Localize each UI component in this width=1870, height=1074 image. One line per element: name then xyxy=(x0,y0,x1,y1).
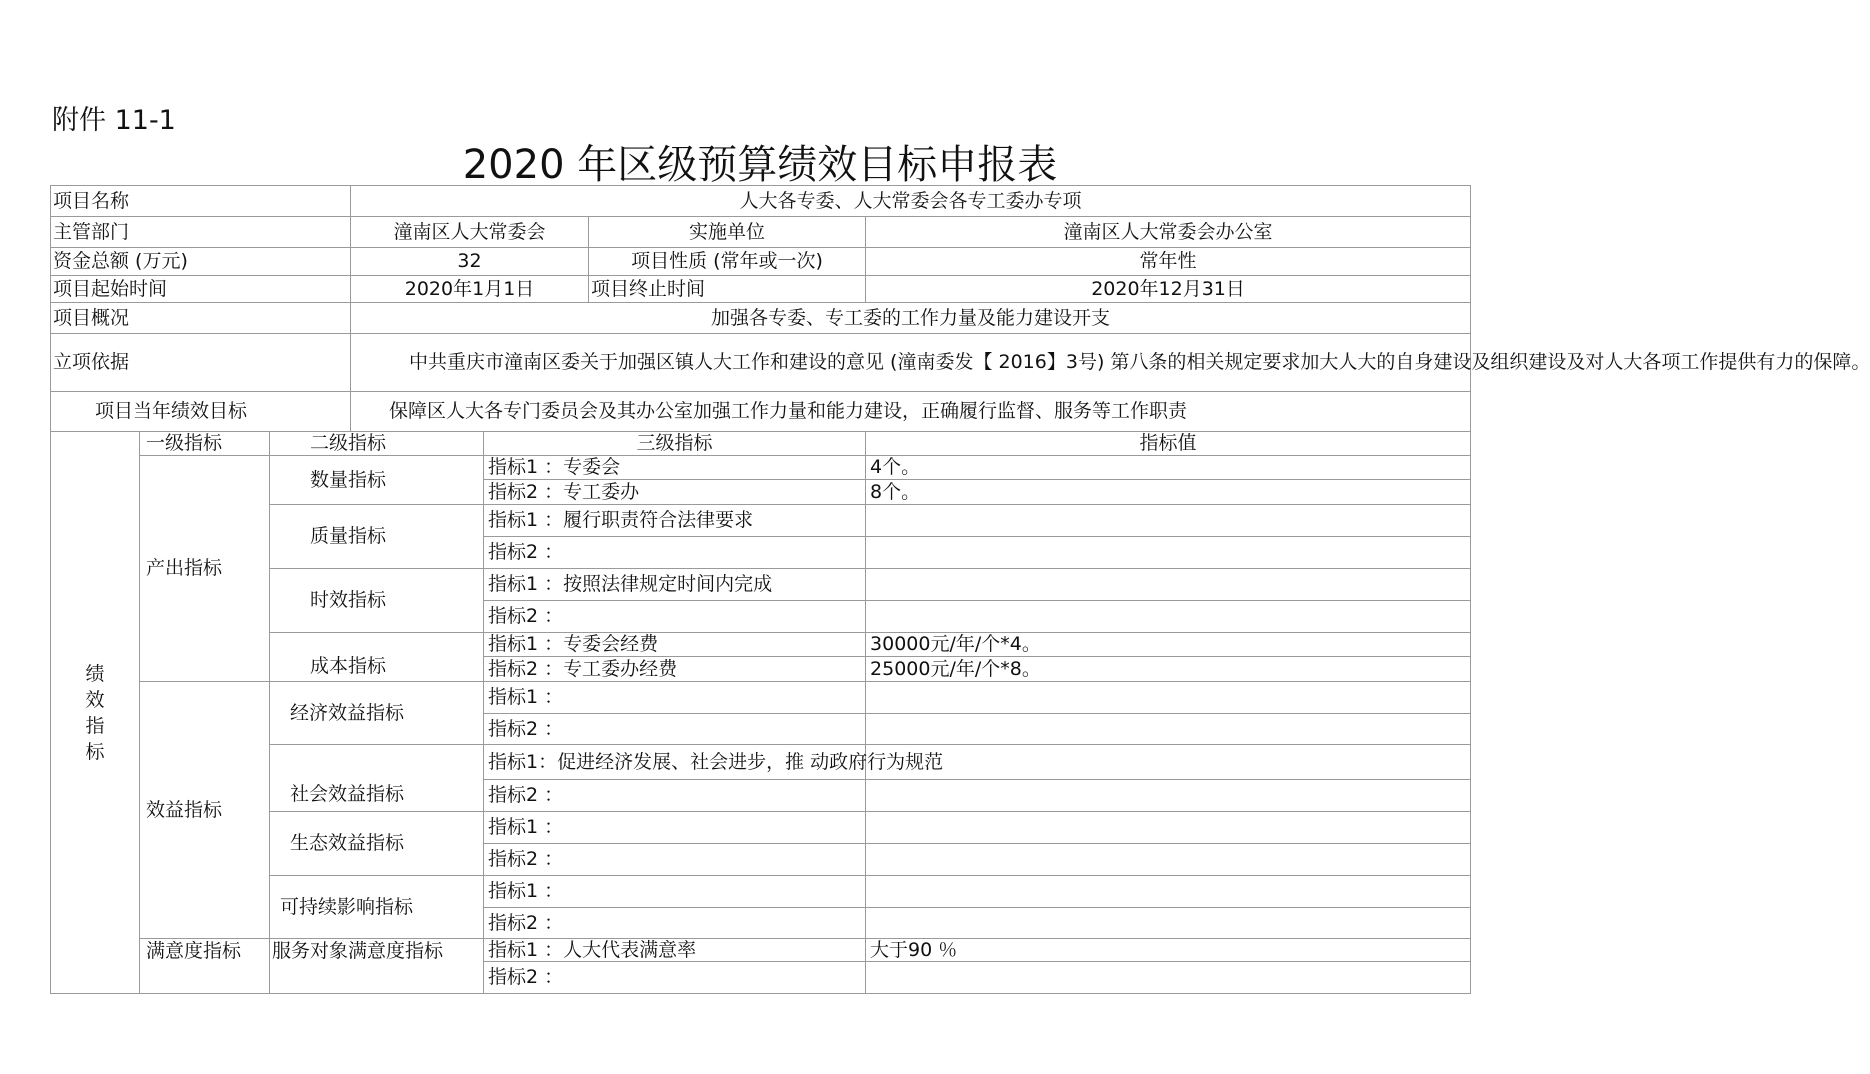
impl-value: 潼南区人大常委会办公室 xyxy=(866,217,1471,248)
indicator-name: 指标1 ：按照法律规定时间内完成 xyxy=(484,569,866,601)
level1-output: 产出指标 xyxy=(140,456,270,682)
indicator-value xyxy=(866,505,1471,537)
impl-label: 实施单位 xyxy=(589,217,866,248)
indicator-value xyxy=(866,844,1471,876)
indicator-value xyxy=(866,682,1471,714)
start-value: 2020年1月1日 xyxy=(351,276,589,303)
indicator-value xyxy=(866,601,1471,633)
overview-value: 加强各专委、专工委的工作力量及能力建设开支 xyxy=(351,303,1471,334)
indicator-name: 指标1 ：专委会经费 xyxy=(484,633,866,657)
indicator-value xyxy=(866,812,1471,844)
row-fund xyxy=(51,248,1471,276)
section-char: 效 xyxy=(85,688,105,711)
indicator-name: 指标2 ： xyxy=(484,780,866,812)
indicator-value xyxy=(866,962,1471,994)
indicator-name: 指标2 ： xyxy=(484,601,866,633)
row-overview xyxy=(51,303,1471,334)
row-goal xyxy=(51,392,1471,432)
indicator-name: 指标2 ： xyxy=(484,908,866,939)
level3-header: 三级指标 xyxy=(484,432,866,456)
indicator-name: 指标1：促进经济发展、社会进步，推 动政府行为规范 xyxy=(484,745,866,780)
table-row xyxy=(51,939,1471,962)
end-label: 项目终止时间 xyxy=(589,276,866,303)
indicator-value xyxy=(866,745,1471,780)
level2-header: 二级指标 xyxy=(270,432,484,456)
level2-timeliness: 时效指标 xyxy=(270,569,484,633)
indicator-name: 指标2 ： xyxy=(484,537,866,569)
indicator-value xyxy=(866,537,1471,569)
level2-cost: 成本指标 xyxy=(270,633,484,682)
project-name-label: 项目名称 xyxy=(51,186,351,217)
indicator-value xyxy=(866,876,1471,908)
level2-economic: 经济效益指标 xyxy=(270,682,484,745)
row-department xyxy=(51,217,1471,248)
indicator-header-row xyxy=(51,432,1471,456)
indicator-value: 大于90 ％ xyxy=(866,939,1471,962)
level1-header: 一级指标 xyxy=(140,432,270,456)
indicator-value xyxy=(866,714,1471,745)
level2-social: 社会效益指标 xyxy=(270,745,484,812)
indicator-name: 指标1 ： xyxy=(484,876,866,908)
level2-quantity: 数量指标 xyxy=(270,456,484,505)
level1-satisfaction: 满意度指标 xyxy=(140,939,270,994)
indicator-value: 4个。 xyxy=(866,456,1471,480)
table-row xyxy=(51,456,1471,480)
row-project-name xyxy=(51,186,1471,217)
value-header: 指标值 xyxy=(866,432,1471,456)
indicator-value xyxy=(866,780,1471,812)
performance-target-table xyxy=(50,185,1870,994)
indicator-name: 指标1 ：履行职责符合法律要求 xyxy=(484,505,866,537)
start-label: 项目起始时间 xyxy=(51,276,351,303)
goal-value: 保障区人大各专门委员会及其办公室加强工作力量和能力建设，正确履行监督、服务等工作职责 xyxy=(351,392,1471,432)
indicator-value xyxy=(866,908,1471,939)
nature-label: 项目性质 (常年或一次) xyxy=(589,248,866,276)
level2-sustainable: 可持续影响指标 xyxy=(270,876,484,939)
indicator-name: 指标2 ：专工委办经费 xyxy=(484,657,866,682)
indicator-value xyxy=(866,569,1471,601)
project-name-value: 人大各专委、人大常委会各专工委办专项 xyxy=(351,186,1471,217)
performance-indicator-section-label xyxy=(51,432,140,994)
indicator-name: 指标1 ： xyxy=(484,682,866,714)
dept-label: 主管部门 xyxy=(51,217,351,248)
section-char: 绩 xyxy=(85,662,105,685)
table-row xyxy=(51,682,1471,714)
overview-label: 项目概况 xyxy=(51,303,351,334)
indicator-name: 指标2 ：专工委办 xyxy=(484,480,866,505)
section-char: 标 xyxy=(85,740,105,763)
fund-label: 资金总额 (万元) xyxy=(51,248,351,276)
indicator-value: 25000元/年/个*8。 xyxy=(866,657,1471,682)
indicator-name: 指标2 ： xyxy=(484,962,866,994)
level2-ecological: 生态效益指标 xyxy=(270,812,484,876)
fund-value: 32 xyxy=(351,248,589,276)
nature-value: 常年性 xyxy=(866,248,1471,276)
indicator-value: 8个。 xyxy=(866,480,1471,505)
dept-value: 潼南区人大常委会 xyxy=(351,217,589,248)
form-title: 2020 年区级预算绩效目标申报表 xyxy=(462,142,1058,188)
end-value: 2020年12月31日 xyxy=(866,276,1471,303)
indicator-name: 指标1 ：人大代表满意率 xyxy=(484,939,866,962)
level2-quality: 质量指标 xyxy=(270,505,484,569)
basis-value: 中共重庆市潼南区委关于加强区镇人大工作和建设的意见 (潼南委发【 2016】3号) 第八条的相关规定要求加大人大的自身建设及组织建设及对人大各项工作提供有力的保障。 xyxy=(351,334,1471,392)
basis-label: 立项依据 xyxy=(51,334,351,392)
row-basis xyxy=(51,334,1471,392)
indicator-name: 指标2 ： xyxy=(484,844,866,876)
indicator-value: 30000元/年/个*4。 xyxy=(866,633,1471,657)
indicator-name: 指标2 ： xyxy=(484,714,866,745)
level1-benefit: 效益指标 xyxy=(140,682,270,939)
goal-label: 项目当年绩效目标 xyxy=(51,392,351,432)
attachment-label: 附件 11-1 xyxy=(52,105,176,136)
indicator-name: 指标1 ：专委会 xyxy=(484,456,866,480)
indicator-name: 指标1 ： xyxy=(484,812,866,844)
level2-service: 服务对象满意度指标 xyxy=(270,939,484,994)
section-char: 指 xyxy=(85,714,105,737)
row-period xyxy=(51,276,1471,303)
